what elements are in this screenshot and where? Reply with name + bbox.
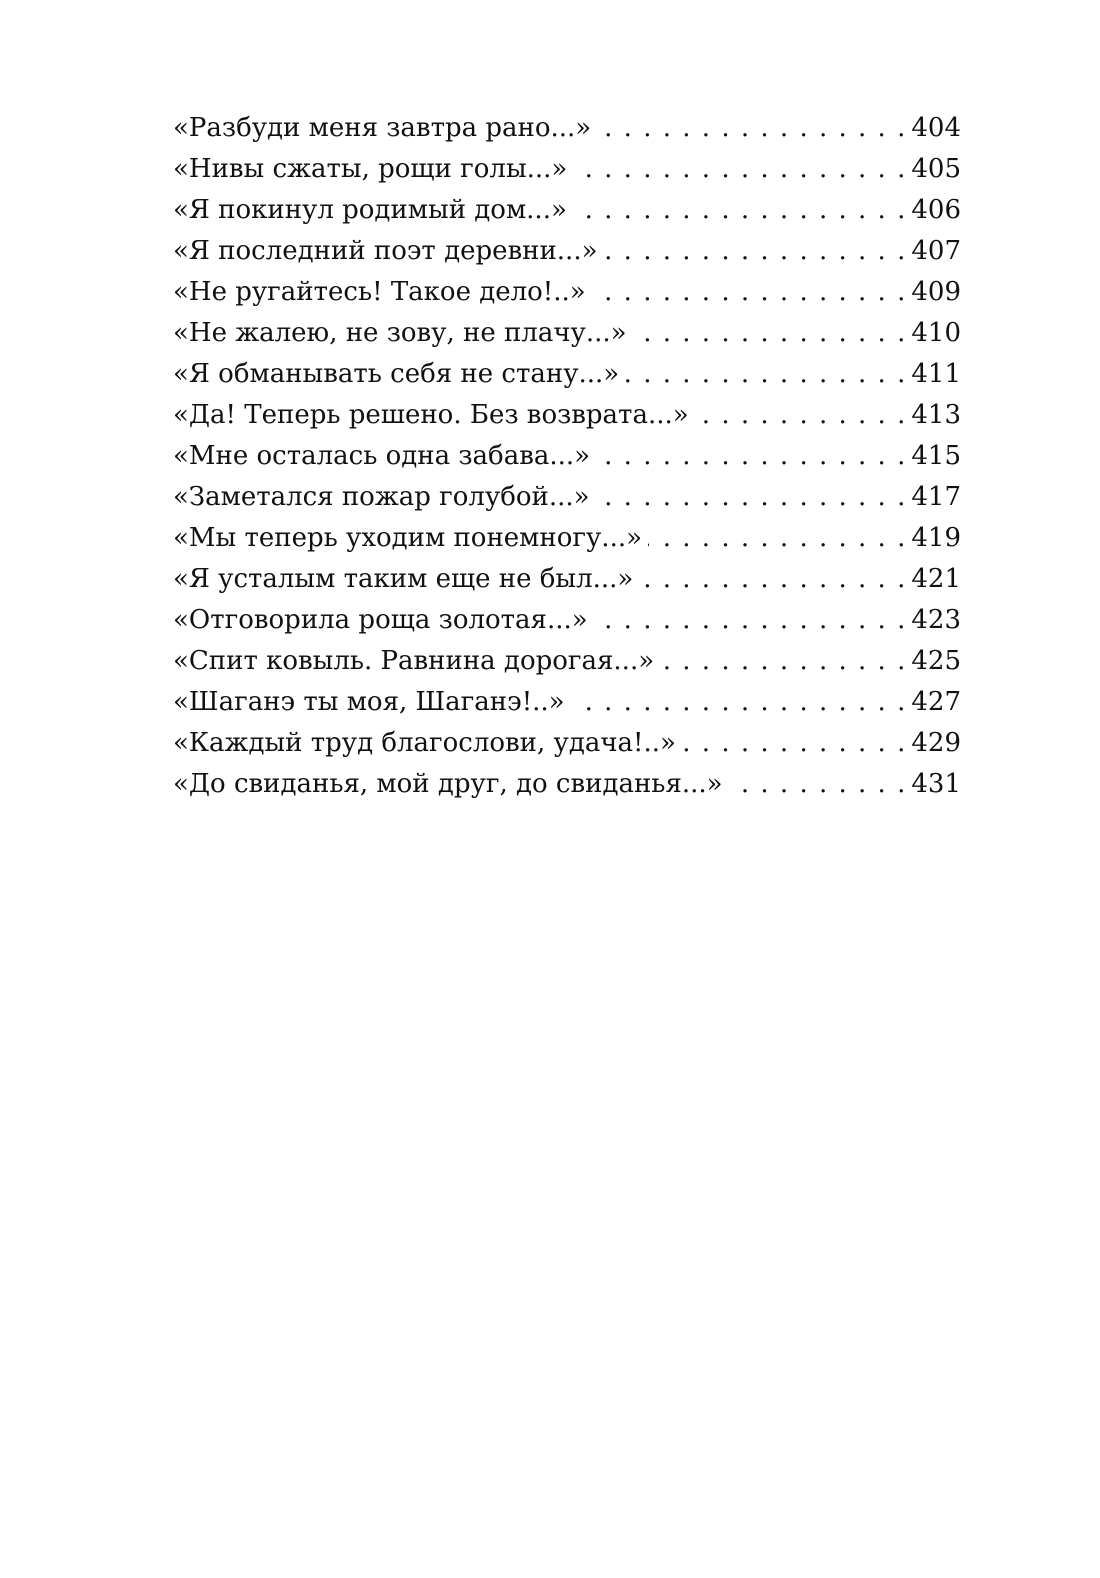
toc-dot-leader	[695, 395, 906, 436]
toc-dot-leader	[633, 313, 906, 354]
toc-entry-page: 431	[911, 769, 961, 799]
toc-dot-leader	[573, 149, 905, 190]
toc-entry-page: 413	[911, 400, 961, 430]
toc-entry-page: 407	[911, 236, 961, 266]
toc-entry	[173, 436, 961, 477]
toc-entry-page: 425	[911, 646, 961, 676]
toc-entry-title: «Не ругайтесь! Такое дело!..»	[173, 277, 586, 307]
toc-dot-leader	[571, 682, 906, 723]
toc-entry	[173, 559, 961, 600]
toc-entry-page: 406	[911, 195, 961, 225]
toc-entry	[173, 354, 961, 395]
toc-entry-page: 404	[911, 113, 961, 143]
toc-entry-page: 419	[911, 523, 961, 553]
toc-entry-page: 421	[911, 564, 961, 594]
toc-entry	[173, 641, 961, 682]
toc-entry	[173, 272, 961, 313]
toc-entry-title: «Я обманывать себя не стану...»	[173, 359, 620, 389]
toc-dot-leader	[625, 354, 905, 395]
toc-dot-leader	[604, 231, 906, 272]
toc-entry-title: «До свиданья, мой друг, до свиданья...»	[173, 769, 723, 799]
toc-entry-title: «Да! Теперь решено. Без возврата...»	[173, 400, 689, 430]
table-of-contents	[173, 108, 961, 805]
toc-dot-leader	[596, 436, 905, 477]
toc-entry-page: 417	[911, 482, 961, 512]
toc-entry	[173, 764, 961, 805]
toc-entry	[173, 108, 961, 149]
toc-entry-title: «Я усталым таким еще не был...»	[173, 564, 634, 594]
toc-entry	[173, 477, 961, 518]
toc-dot-leader	[639, 559, 905, 600]
toc-entry-title: «Я последний поэт деревни...»	[173, 236, 598, 266]
toc-entry	[173, 395, 961, 436]
toc-entry-page: 409	[911, 277, 961, 307]
toc-entry-page: 411	[911, 359, 961, 389]
toc-dot-leader	[596, 477, 906, 518]
toc-entry	[173, 149, 961, 190]
toc-dot-leader	[660, 641, 905, 682]
toc-entry	[173, 682, 961, 723]
toc-entry-title: «Заметался пожар голубой...»	[173, 482, 590, 512]
toc-entry-page: 423	[911, 605, 961, 635]
toc-dot-leader	[594, 600, 906, 641]
toc-dot-leader	[597, 108, 905, 149]
toc-dot-leader	[573, 190, 905, 231]
toc-entry-title: «Разбуди меня завтра рано...»	[173, 113, 592, 143]
toc-entry-title: «Я покинул родимый дом...»	[173, 195, 567, 225]
toc-entry	[173, 518, 961, 559]
toc-entry-title: «Мне осталась одна забава...»	[173, 441, 591, 471]
toc-entry-title: «Отговорила роща золотая...»	[173, 605, 588, 635]
toc-entry	[173, 723, 961, 764]
toc-dot-leader	[648, 518, 905, 559]
toc-dot-leader	[682, 723, 905, 764]
toc-entry-page: 405	[911, 154, 961, 184]
toc-dot-leader	[592, 272, 906, 313]
toc-entry	[173, 600, 961, 641]
toc-entry-title: «Спит ковыль. Равнина дорогая...»	[173, 646, 655, 676]
toc-entry-title: «Каждый труд благослови, удача!..»	[173, 728, 676, 758]
toc-entry	[173, 231, 961, 272]
toc-entry-title: «Не жалею, не зову, не плачу...»	[173, 318, 627, 348]
toc-entry	[173, 190, 961, 231]
toc-entry-page: 415	[911, 441, 961, 471]
toc-entry-title: «Мы теперь уходим понемногу...»	[173, 523, 643, 553]
toc-entry-page: 429	[911, 728, 961, 758]
toc-entry-page: 410	[911, 318, 961, 348]
toc-entry-title: «Шаганэ ты моя, Шаганэ!..»	[173, 687, 565, 717]
toc-entry-title: «Нивы сжаты, рощи голы...»	[173, 154, 568, 184]
toc-dot-leader	[729, 764, 906, 805]
toc-entry-page: 427	[911, 687, 961, 717]
toc-entry	[173, 313, 961, 354]
